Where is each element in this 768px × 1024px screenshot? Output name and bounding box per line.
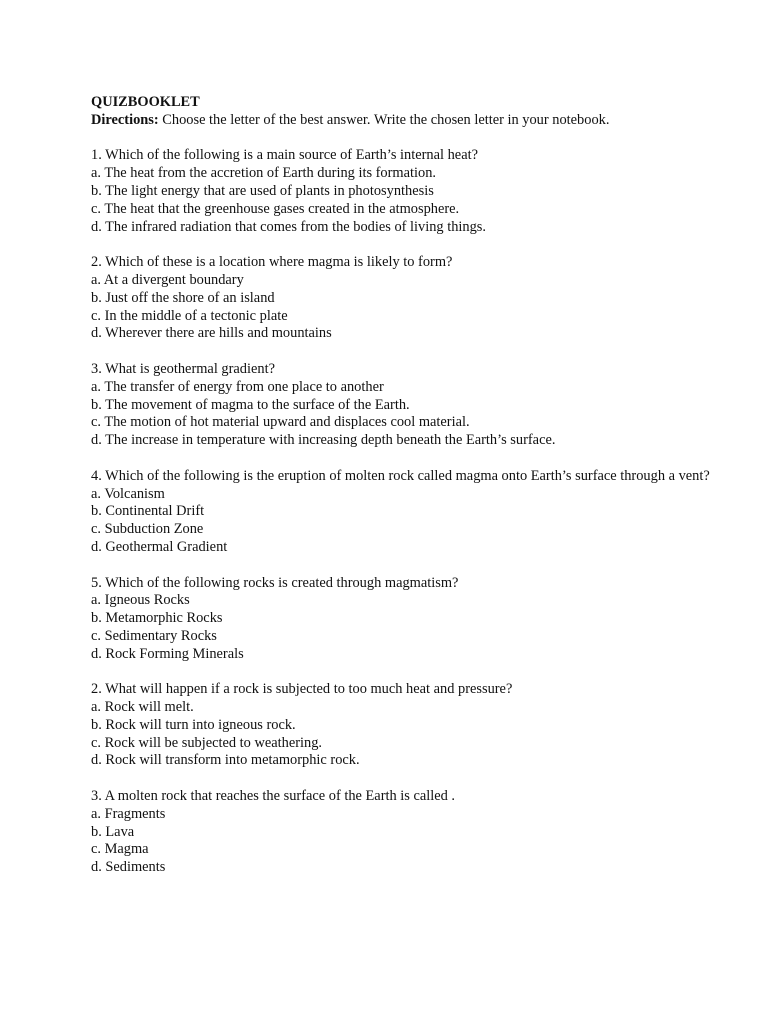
question-1 [91, 147, 731, 236]
option-d: d. Geothermal Gradient [91, 538, 228, 555]
question-6 [91, 681, 731, 770]
option-a: a. Volcanism [91, 485, 165, 502]
option-d: d. The infrared radiation that comes from the bodies of living things. [91, 218, 486, 235]
question-2 [91, 254, 731, 343]
option-a: a. The transfer of energy from one place to another [91, 378, 384, 395]
question-text: 2. Which of these is a location where magma is likely to form? [91, 254, 453, 271]
option-a: a. Fragments [91, 805, 166, 822]
document-title: QUIZBOOKLET [91, 94, 200, 110]
option-b: b. The movement of magma to the surface of the Earth. [91, 396, 410, 413]
option-c: c. Subduction Zone [91, 521, 204, 538]
option-c: c. In the middle of a tectonic plate [91, 307, 288, 324]
option-c: c. The heat that the greenhouse gases created in the atmosphere. [91, 200, 460, 217]
question-5 [91, 575, 731, 664]
option-d: d. The increase in temperature with increasing depth beneath the Earth’s surface. [91, 432, 556, 449]
question-text: 2. What will happen if a rock is subjected to too much heat and pressure? [91, 681, 513, 698]
option-a: a. Rock will melt. [91, 699, 194, 716]
question-text: 3. What is geothermal gradient? [91, 360, 275, 377]
option-d: d. Sediments [91, 859, 166, 876]
question-3 [91, 361, 731, 450]
question-text: 4. Which of the following is the eruption of molten rock called magma onto Earth’s surface through a vent? [91, 467, 710, 484]
option-c: c. The motion of hot material upward and displaces cool material. [91, 414, 470, 431]
question-text: 1. Which of the following is a main source of Earth’s internal heat? [91, 147, 478, 164]
option-a: a. At a divergent boundary [91, 271, 244, 288]
option-b: b. Continental Drift [91, 503, 205, 520]
option-b: b. Lava [91, 823, 135, 840]
option-a: a. The heat from the accretion of Earth during its formation. [91, 165, 436, 182]
option-b: b. Just off the shore of an island [91, 289, 275, 306]
option-d: d. Wherever there are hills and mountains [91, 325, 332, 342]
option-a: a. Igneous Rocks [91, 592, 190, 609]
directions-text: Choose the letter of the best answer. Write the chosen letter in your notebook. [158, 111, 610, 128]
option-c: c. Rock will be subjected to weathering. [91, 734, 322, 751]
option-b: b. Metamorphic Rocks [91, 610, 223, 627]
question-4 [91, 468, 731, 557]
option-d: d. Rock will transform into metamorphic rock. [91, 752, 360, 769]
option-d: d. Rock Forming Minerals [91, 645, 244, 662]
option-b: b. Rock will turn into igneous rock. [91, 716, 296, 733]
question-text: 5. Which of the following rocks is created through magmatism? [91, 574, 459, 591]
directions-label: Directions: [91, 111, 159, 128]
option-b: b. The light energy that are used of plants in photosynthesis [91, 182, 434, 199]
directions [91, 112, 731, 130]
option-c: c. Magma [91, 841, 149, 858]
option-c: c. Sedimentary Rocks [91, 627, 217, 644]
question-7 [91, 788, 731, 877]
document-page [91, 94, 731, 895]
question-text: 3. A molten rock that reaches the surface of the Earth is called . [91, 788, 456, 805]
